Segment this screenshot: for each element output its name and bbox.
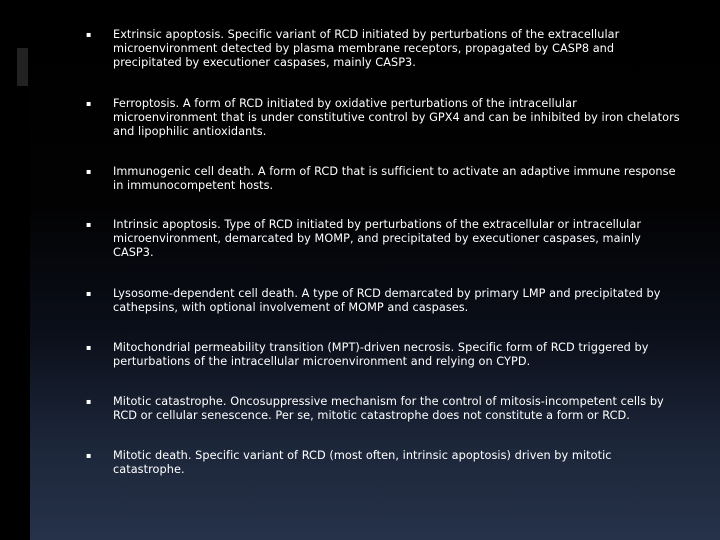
square-bullet-icon: ▪	[86, 99, 92, 108]
list-item-text: Ferroptosis. A form of RCD initiated by oxidative perturbations of the intracellular microenvironment that is under constitutive control by GPX4 and can be inhibited by iron chelators and lipophilic antioxidants.	[113, 97, 680, 138]
list-item-text: Extrinsic apoptosis. Specific variant of RCD initiated by perturbations of the extracellular microenvironment detected by plasma membrane receptors, propagated by CASP8 and precipitated by executioner caspases, mainly CASP3.	[113, 28, 620, 69]
list-item-text: Mitotic catastrophe. Oncosuppressive mechanism for the control of mitosis-incompetent cells by RCD or cellular senescence. Per se, mitotic catastrophe does not constitute a form or RCD.	[113, 395, 664, 422]
square-bullet-icon: ▪	[86, 289, 92, 298]
list-item-text: Mitochondrial permeability transition (MPT)-driven necrosis. Specific form of RCD triggered by perturbations of the intracellular microenvironment and relying on CYPD.	[113, 341, 649, 368]
list-item-text: Immunogenic cell death. A form of RCD that is sufficient to activate an adaptive immune response in immunocompetent hosts.	[113, 165, 676, 192]
square-bullet-icon: ▪	[86, 343, 92, 352]
square-bullet-icon: ▪	[86, 30, 92, 39]
square-bullet-icon: ▪	[86, 451, 92, 460]
list-item-text: Intrinsic apoptosis. Type of RCD initiated by perturbations of the extracellular or intracellular microenvironment, demarcated by MOMP, and precipitated by executioner caspases, mainly CASP3.	[113, 218, 642, 259]
square-bullet-icon: ▪	[86, 220, 92, 229]
list-item-text: Mitotic death. Specific variant of RCD (most often, intrinsic apoptosis) driven by mitotic catastrophe.	[113, 449, 612, 476]
square-bullet-icon: ▪	[86, 397, 92, 406]
left-accent-mark	[17, 48, 28, 86]
square-bullet-icon: ▪	[86, 167, 92, 176]
list-item-text: Lysosome-dependent cell death. A type of RCD demarcated by primary LMP and precipitated by cathepsins, with optional involvement of MOMP and caspases.	[113, 287, 661, 314]
